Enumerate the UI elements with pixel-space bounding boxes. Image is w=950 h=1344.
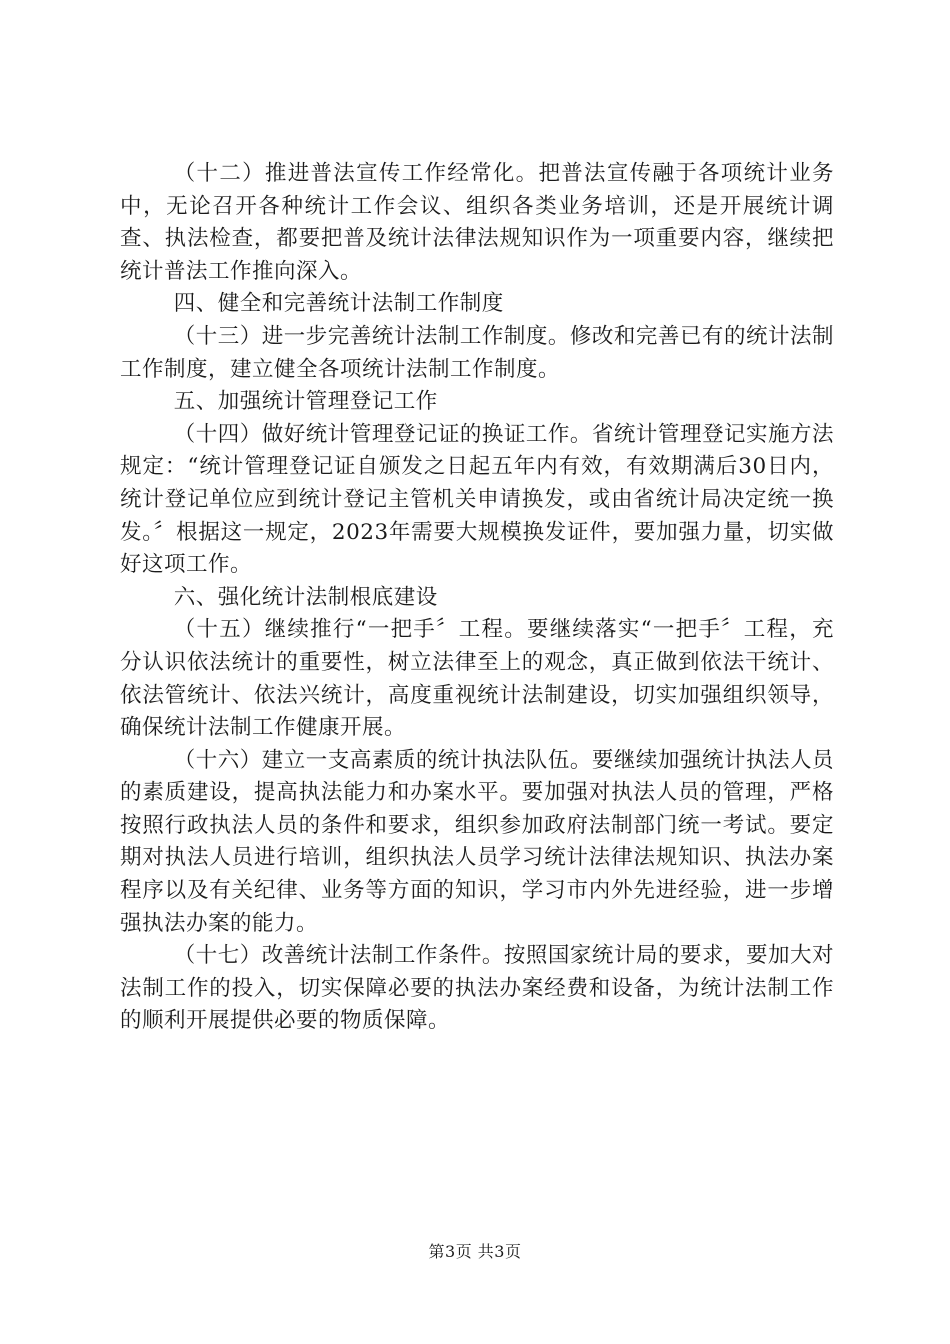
paragraph-item-16: （十六）建立一支高素质的统计执法队伍。要继续加强统计执法人员的素质建设，提高执法能力和办案水平。要加强对执法人员的管理，严格按照行政执法人员的条件和要求，组织参加政府法制部门统一考试。要定期对执法人员进行培训，组织执法人员学习统计法律法规知识、执法办案程序以及有关纪律、业务等方面的知识，学习市内外先进经验，进一步增强执法办案的能力。 (120, 747, 834, 936)
paragraph-item-15: （十五）继续推行“一把手〞工程。要继续落实“一把手〞工程，充分认识依法统计的重要性，树立法律至上的观念，真正做到依法干统计、依法管统计、依法兴统计，高度重视统计法制建设，切实加强组织领导，确保统计法制工作健康开展。 (120, 617, 834, 741)
paragraph-item-13: （十三）进一步完善统计法制工作制度。修改和完善已有的统计法制工作制度，建立健全各项统计法制工作制度。 (120, 323, 834, 382)
paragraph-item-17: （十七）改善统计法制工作条件。按照国家统计局的要求，要加大对法制工作的投入，切实保障必要的执法办案经费和设备，为统计法制工作的顺利开展提供必要的物质保障。 (120, 943, 834, 1034)
document-body (120, 158, 834, 1038)
section-heading-4: 四、健全和完善统计法制工作制度 (173, 291, 504, 317)
section-heading-5: 五、加强统计管理登记工作 (173, 389, 438, 415)
page-footer (0, 1242, 950, 1262)
page-number-label: 第3页 共3页 (428, 1242, 522, 1261)
section-heading-6: 六、强化统计法制根底建设 (173, 584, 438, 610)
paragraph-item-12: （十二）推进普法宣传工作经常化。把普法宣传融于各项统计业务中，无论召开各种统计工作会议、组织各类业务培训，还是开展统计调查、执法检查，都要把普及统计法律法规知识作为一项重要内容，继续把统计普法工作推向深入。 (120, 161, 834, 284)
paragraph-item-14: （十四）做好统计管理登记证的换证工作。省统计管理登记实施方法规定：“统计管理登记证自颁发之日起五年内有效，有效期满后30日内，统计登记单位应到统计登记主管机关申请换发，或由省统计局决定统一换发。〞根据这一规定，2023年需要大规模换发证件，要加强力量，切实做好这项工作。 (120, 421, 834, 578)
